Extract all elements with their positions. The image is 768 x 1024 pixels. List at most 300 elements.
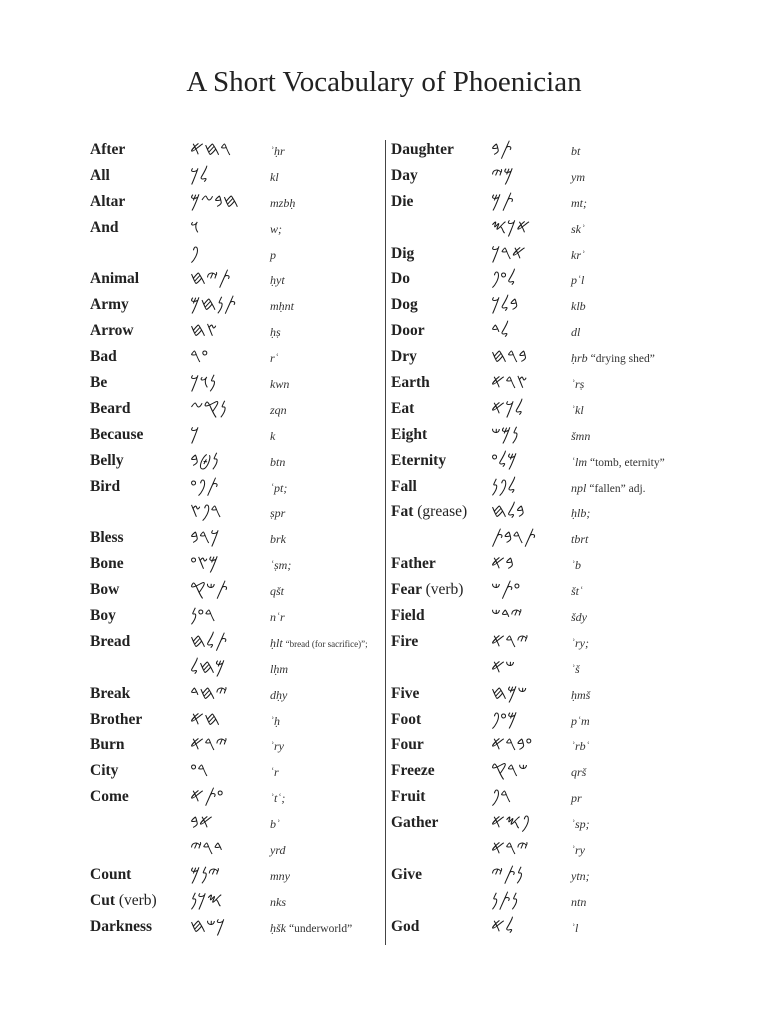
english-word-text: Darkness	[90, 917, 153, 935]
phoenician-script: 𐤌𐤋𐤏	[491, 448, 518, 471]
transliteration	[571, 144, 580, 159]
transliteration-text: ʾb	[571, 558, 581, 573]
phoenician-script: 𐤀𐤊𐤎	[491, 215, 531, 238]
transliteration	[571, 869, 590, 884]
transliteration	[571, 325, 580, 340]
gloss: “fallen” adj.	[589, 482, 646, 495]
english-word-text: Boy	[90, 607, 116, 625]
vocab-row	[90, 140, 380, 166]
transliteration	[270, 325, 281, 340]
transliteration	[571, 921, 578, 936]
english-word	[90, 581, 119, 599]
vocab-row	[391, 813, 763, 839]
vocab-row	[90, 163, 380, 192]
vocab-row	[90, 215, 380, 244]
transliteration-text: tbrt	[571, 532, 589, 547]
transliteration-text: npl	[571, 480, 587, 495]
vocab-row	[90, 813, 380, 839]
transliteration	[571, 429, 590, 444]
vocab-row	[391, 269, 763, 295]
english-word-text: After	[90, 141, 126, 158]
transliteration	[571, 662, 580, 677]
transliteration	[270, 688, 287, 703]
vocab-row	[391, 474, 763, 503]
english-word-text: All	[90, 166, 110, 184]
transliteration-text: brk	[270, 532, 286, 547]
phoenician-script: 𐤏𐤁𐤓𐤀	[491, 733, 533, 756]
transliteration	[571, 739, 590, 754]
transliteration-text: ḥrb	[571, 351, 588, 366]
english-word	[90, 866, 131, 884]
english-word-text: Bread	[90, 632, 131, 650]
vocab-row	[391, 707, 763, 736]
phoenician-script: 𐤉𐤃𐤔	[491, 604, 523, 627]
transliteration	[270, 506, 285, 521]
english-word	[90, 633, 130, 651]
transliteration	[270, 610, 285, 625]
transliteration-text: yrd	[270, 843, 286, 858]
english-word-text: Burn	[90, 736, 125, 754]
english-word-text: Four	[391, 736, 424, 754]
english-word	[90, 607, 116, 625]
phoenician-script: 𐤊𐤔𐤇	[190, 914, 226, 937]
english-word	[391, 296, 418, 314]
vocab-row	[90, 655, 380, 684]
transliteration	[571, 196, 587, 211]
transliteration-text: ʾsp;	[571, 817, 590, 832]
english-word-text: Earth	[391, 374, 430, 392]
vocab-row	[90, 269, 380, 295]
vocab-row	[391, 295, 763, 321]
english-word	[391, 685, 419, 703]
vocab-row	[391, 580, 763, 606]
phoenician-script: 𐤓𐤏	[190, 759, 209, 782]
transliteration	[270, 739, 284, 754]
english-word-text: Bless	[90, 529, 124, 547]
vocab-row	[90, 373, 380, 399]
phoenician-script: 𐤓𐤇𐤀	[190, 138, 232, 160]
left-vocabulary-column	[90, 140, 380, 943]
phoenician-script: 𐤋𐤃	[491, 319, 510, 342]
english-word-text: Bird	[90, 477, 121, 495]
phoenician-script: 𐤕𐤁	[491, 138, 513, 160]
english-word	[391, 426, 427, 444]
english-word-text: And	[90, 218, 119, 236]
english-word	[90, 529, 124, 547]
transliteration-text: ḥlb;	[571, 506, 591, 521]
english-word	[90, 478, 120, 496]
transliteration-text: p	[270, 247, 276, 262]
english-word	[391, 270, 410, 288]
transliteration-text: zqn	[270, 402, 287, 417]
transliteration	[571, 170, 585, 185]
vocab-row	[90, 888, 380, 917]
english-word	[391, 452, 446, 470]
transliteration-text: dḥy	[270, 687, 288, 702]
vocab-row	[90, 396, 380, 425]
transliteration	[270, 273, 285, 288]
phoenician-script: 𐤋𐤊𐤀	[491, 396, 524, 419]
vocab-row	[90, 448, 380, 477]
vocab-row	[391, 606, 763, 632]
transliteration-text: šmn	[571, 428, 591, 443]
english-word	[90, 452, 124, 470]
english-word-text: Foot	[391, 710, 422, 728]
page-title: A Short Vocabulary of Phoenician	[186, 66, 582, 98]
phoenician-script: 𐤉𐤓𐤀	[190, 733, 228, 756]
vocab-row	[391, 839, 763, 865]
english-word-text: Come	[90, 788, 129, 806]
vocab-row	[391, 528, 763, 554]
vocab-row	[90, 606, 380, 632]
vocab-row	[90, 580, 380, 606]
vocab-row	[90, 189, 380, 218]
english-word-text: Beard	[90, 399, 131, 417]
transliteration	[270, 532, 286, 547]
transliteration	[571, 532, 588, 547]
vocab-row	[90, 422, 380, 451]
phoenician-script: 𐤇𐤁𐤆𐤌	[190, 189, 239, 212]
english-word	[391, 711, 421, 729]
transliteration	[270, 843, 286, 858]
phoenician-script: 𐤍𐤒𐤆	[190, 396, 227, 419]
english-word	[391, 788, 425, 806]
transliteration	[571, 506, 590, 521]
phoenician-script: 𐤇𐤀	[190, 707, 221, 730]
transliteration-text: ʿṣm;	[270, 558, 292, 573]
transliteration	[571, 299, 586, 314]
transliteration-text: mḥnt	[270, 299, 294, 314]
english-word	[90, 322, 134, 340]
transliteration-text: ʾkl	[571, 402, 584, 417]
phoenician-script: 𐤔𐤌𐤇	[491, 681, 528, 704]
english-word-text: Fear	[391, 581, 422, 599]
english-word	[391, 633, 418, 651]
right-vocabulary-column	[391, 140, 763, 943]
english-word-text: Bow	[90, 581, 120, 599]
transliteration	[571, 248, 585, 263]
vocab-row	[90, 839, 380, 865]
english-word-text: Fall	[391, 477, 417, 495]
transliteration-text: bt	[571, 144, 581, 158]
transliteration-text: qrš	[571, 765, 587, 780]
transliteration-text: ʾš	[571, 661, 580, 676]
english-word-text: God	[391, 917, 420, 935]
transliteration-text: mt;	[571, 195, 587, 210]
transliteration	[571, 610, 587, 625]
transliteration	[270, 351, 279, 366]
transliteration-text: klb	[571, 299, 586, 314]
phoenician-script: 𐤍𐤌𐤔	[491, 422, 519, 445]
transliteration	[270, 714, 280, 729]
phoenician-script: 𐤐𐤎𐤀	[491, 811, 530, 834]
transliteration	[571, 714, 590, 729]
transliteration	[270, 481, 287, 496]
transliteration	[571, 455, 665, 470]
transliteration-text: bʾ	[270, 817, 280, 832]
vocab-row	[90, 554, 380, 580]
english-word	[90, 141, 125, 159]
english-word-text: Eat	[391, 399, 415, 417]
english-word-text: Because	[90, 425, 144, 443]
english-word-text: Army	[90, 296, 129, 314]
transliteration	[270, 299, 294, 314]
phoenician-script: 𐤓𐤐𐤑	[190, 500, 222, 523]
transliteration-text: kwn	[270, 377, 290, 392]
transliteration-text: rʿ	[270, 351, 279, 366]
phoenician-script: 𐤕𐤔𐤒	[190, 578, 229, 601]
transliteration	[270, 196, 295, 211]
transliteration	[571, 895, 586, 910]
transliteration	[270, 765, 279, 780]
transliteration-text: ntn	[571, 894, 587, 909]
english-word-text: Five	[391, 684, 420, 702]
english-word-text: Fire	[391, 632, 419, 650]
vocab-row	[391, 422, 763, 451]
vocab-row	[391, 862, 763, 891]
phoenician-script: 𐤉𐤍𐤌	[190, 862, 220, 885]
vocab-row	[391, 554, 763, 580]
english-word-text: Cut	[90, 891, 115, 909]
transliteration-text: ʾrṣ	[571, 377, 585, 392]
transliteration	[270, 869, 290, 884]
phoenician-script: 𐤏𐤕𐤔	[491, 578, 521, 601]
phoenician-script: 𐤀𐤁	[190, 811, 213, 834]
gloss: “underworld”	[289, 922, 353, 935]
phoenician-script: 𐤁𐤓𐤇	[491, 345, 528, 368]
transliteration-text: pʿl	[571, 273, 585, 288]
transliteration	[571, 791, 582, 806]
phoenician-script: 𐤍𐤕𐤉	[491, 862, 524, 885]
vocab-row	[391, 215, 763, 244]
transliteration-text: mny	[270, 868, 290, 883]
english-word	[90, 736, 124, 754]
transliteration	[571, 377, 584, 392]
vocab-row	[391, 241, 763, 270]
transliteration-text: šdy	[571, 610, 587, 625]
english-word	[90, 426, 143, 444]
english-word	[90, 348, 117, 366]
transliteration	[270, 377, 289, 392]
vocab-row	[391, 189, 763, 218]
phoenician-script: 𐤍𐤅𐤊	[190, 371, 217, 394]
gloss: “tomb, eternity”	[590, 456, 665, 469]
english-word-text: Bone	[90, 555, 124, 573]
english-word	[90, 219, 118, 237]
english-word-text: Animal	[90, 270, 140, 288]
gloss: “drying shed”	[590, 353, 655, 366]
english-word-text: Bad	[90, 348, 117, 366]
english-word	[391, 141, 454, 159]
transliteration	[571, 481, 646, 496]
vocab-row	[90, 735, 380, 761]
english-word-text: Brother	[90, 710, 143, 728]
english-word	[391, 478, 417, 496]
transliteration	[571, 817, 590, 832]
transliteration	[270, 636, 368, 651]
transliteration	[270, 403, 287, 418]
english-word	[391, 193, 413, 211]
transliteration-text: ʾry	[571, 843, 585, 858]
phoenician-script: 𐤓𐤏𐤍	[190, 604, 216, 627]
phoenician-script: 𐤔𐤀	[491, 655, 515, 678]
english-word-text: Count	[90, 865, 132, 883]
english-word-text: Dry	[391, 348, 417, 366]
phoenician-script: 𐤍𐤈𐤁	[190, 448, 219, 471]
vocab-row	[391, 629, 763, 658]
vocab-row	[391, 448, 763, 477]
english-word	[391, 607, 425, 625]
phoenician-script: 𐤁𐤋𐤊	[491, 293, 519, 316]
transliteration	[571, 584, 583, 599]
transliteration	[270, 170, 279, 185]
transliteration	[571, 403, 584, 418]
english-word	[391, 581, 463, 599]
transliteration	[571, 558, 581, 573]
transliteration-text: skʾ	[571, 221, 585, 236]
english-word-note: (verb)	[118, 891, 157, 909]
transliteration-text: w;	[270, 221, 282, 236]
english-word-text: Dog	[391, 296, 418, 314]
phoenician-script: 𐤑𐤓𐤀	[491, 371, 528, 394]
vocab-row	[90, 761, 380, 787]
vocab-row	[90, 528, 380, 554]
english-word	[391, 374, 430, 392]
vocab-row	[391, 396, 763, 425]
english-word	[90, 167, 110, 185]
phoenician-script: 𐤕𐤌	[491, 189, 514, 212]
english-word-text: Eight	[391, 425, 428, 443]
transliteration	[571, 222, 585, 237]
transliteration	[270, 584, 284, 599]
transliteration-text: kl	[270, 169, 279, 184]
vocab-row	[391, 735, 763, 761]
phoenician-script: 𐤕𐤓𐤁𐤕	[491, 526, 537, 549]
phoenician-script: 𐤕𐤉𐤇	[190, 267, 231, 290]
phoenician-script: 𐤉𐤓𐤀	[491, 629, 529, 652]
vocab-row	[90, 347, 380, 373]
english-word	[90, 374, 107, 392]
transliteration-text: k	[270, 428, 276, 443]
transliteration	[571, 843, 585, 858]
transliteration	[270, 429, 275, 444]
english-word-text: Belly	[90, 451, 124, 469]
transliteration	[270, 248, 276, 263]
transliteration-text: štʿ	[571, 584, 583, 599]
transliteration-text: ʾl	[571, 920, 579, 935]
english-word	[391, 167, 418, 185]
phoenician-script: 𐤌𐤇𐤋	[190, 655, 226, 678]
english-word-text: Father	[391, 555, 436, 573]
vocab-row	[391, 163, 763, 192]
gloss: “bread (for sacrifice)”;	[285, 638, 368, 649]
english-word-text: Freeze	[391, 762, 435, 780]
english-word-note: (verb)	[425, 581, 464, 599]
phoenician-script: 𐤕𐤋𐤇	[190, 629, 228, 652]
vocab-row	[391, 655, 763, 684]
vocab-row	[391, 373, 763, 399]
english-word-text: Dig	[391, 244, 415, 262]
english-word	[90, 296, 129, 314]
transliteration	[270, 895, 286, 910]
transliteration-text: ʿlm	[571, 454, 587, 469]
transliteration-text: nʿr	[270, 610, 285, 625]
phoenician-script: 𐤌𐤏𐤐	[491, 707, 518, 730]
transliteration	[270, 455, 285, 470]
transliteration-text: krʾ	[571, 247, 585, 262]
transliteration	[571, 765, 586, 780]
english-word	[90, 892, 157, 910]
english-word-text: Die	[391, 192, 414, 210]
transliteration	[571, 636, 589, 651]
transliteration-text: qšt	[270, 584, 285, 599]
phoenician-script: 𐤋𐤐𐤍	[491, 474, 517, 497]
transliteration-text: nks	[270, 894, 286, 909]
transliteration-text: ytn;	[571, 868, 590, 883]
transliteration-text: ḥšk	[270, 920, 286, 935]
vocab-row	[90, 707, 380, 736]
phoenician-script: 𐤏𐤕𐤀	[190, 785, 224, 808]
english-word	[391, 555, 436, 573]
transliteration	[571, 351, 655, 366]
transliteration	[571, 273, 584, 288]
transliteration-text: ʿpt;	[270, 480, 288, 495]
transliteration	[270, 144, 285, 159]
vocab-row	[90, 241, 380, 270]
transliteration	[270, 222, 282, 237]
english-word-note: (grease)	[417, 503, 468, 521]
english-word	[391, 866, 422, 884]
english-word	[90, 270, 139, 288]
transliteration-text: ḥmš	[571, 687, 591, 702]
phoenician-script: 𐤋𐤏𐤐	[491, 267, 517, 290]
transliteration-text: ṣpr	[270, 506, 286, 521]
vocab-row	[90, 321, 380, 347]
english-word	[90, 555, 124, 573]
english-word	[391, 348, 417, 366]
vocab-row	[391, 914, 763, 943]
phoenician-script: 𐤅	[190, 215, 200, 238]
transliteration-text: ʾrbʿ	[571, 739, 590, 754]
english-word-text: Arrow	[90, 322, 134, 340]
english-word-text: Daughter	[391, 141, 454, 158]
english-word	[90, 918, 152, 936]
english-word	[90, 193, 125, 211]
vocab-row	[391, 347, 763, 373]
vocab-row	[90, 502, 380, 528]
transliteration	[270, 558, 291, 573]
phoenician-script: 𐤌𐤉	[491, 163, 514, 186]
phoenician-script: 𐤑𐤇	[190, 319, 218, 342]
english-word-text: Be	[90, 374, 108, 392]
column-divider	[385, 140, 386, 945]
english-word	[90, 685, 130, 703]
transliteration-text: mzbḥ	[270, 195, 296, 210]
vocab-row	[391, 787, 763, 813]
english-word-text: Break	[90, 684, 131, 702]
english-word-text: Gather	[391, 814, 439, 832]
phoenician-script: 𐤋𐤊	[190, 163, 209, 186]
phoenician-script: 𐤐	[190, 241, 200, 264]
vocab-row	[391, 681, 763, 710]
english-word-text: Do	[391, 270, 410, 288]
phoenician-script: 𐤔𐤓𐤒	[491, 759, 528, 782]
english-word	[90, 762, 118, 780]
english-word	[391, 503, 467, 521]
transliteration-text: ʾḥ	[270, 713, 280, 728]
phoenician-script: 𐤊𐤓𐤁	[190, 526, 220, 549]
transliteration-text: lḥm	[270, 661, 288, 676]
